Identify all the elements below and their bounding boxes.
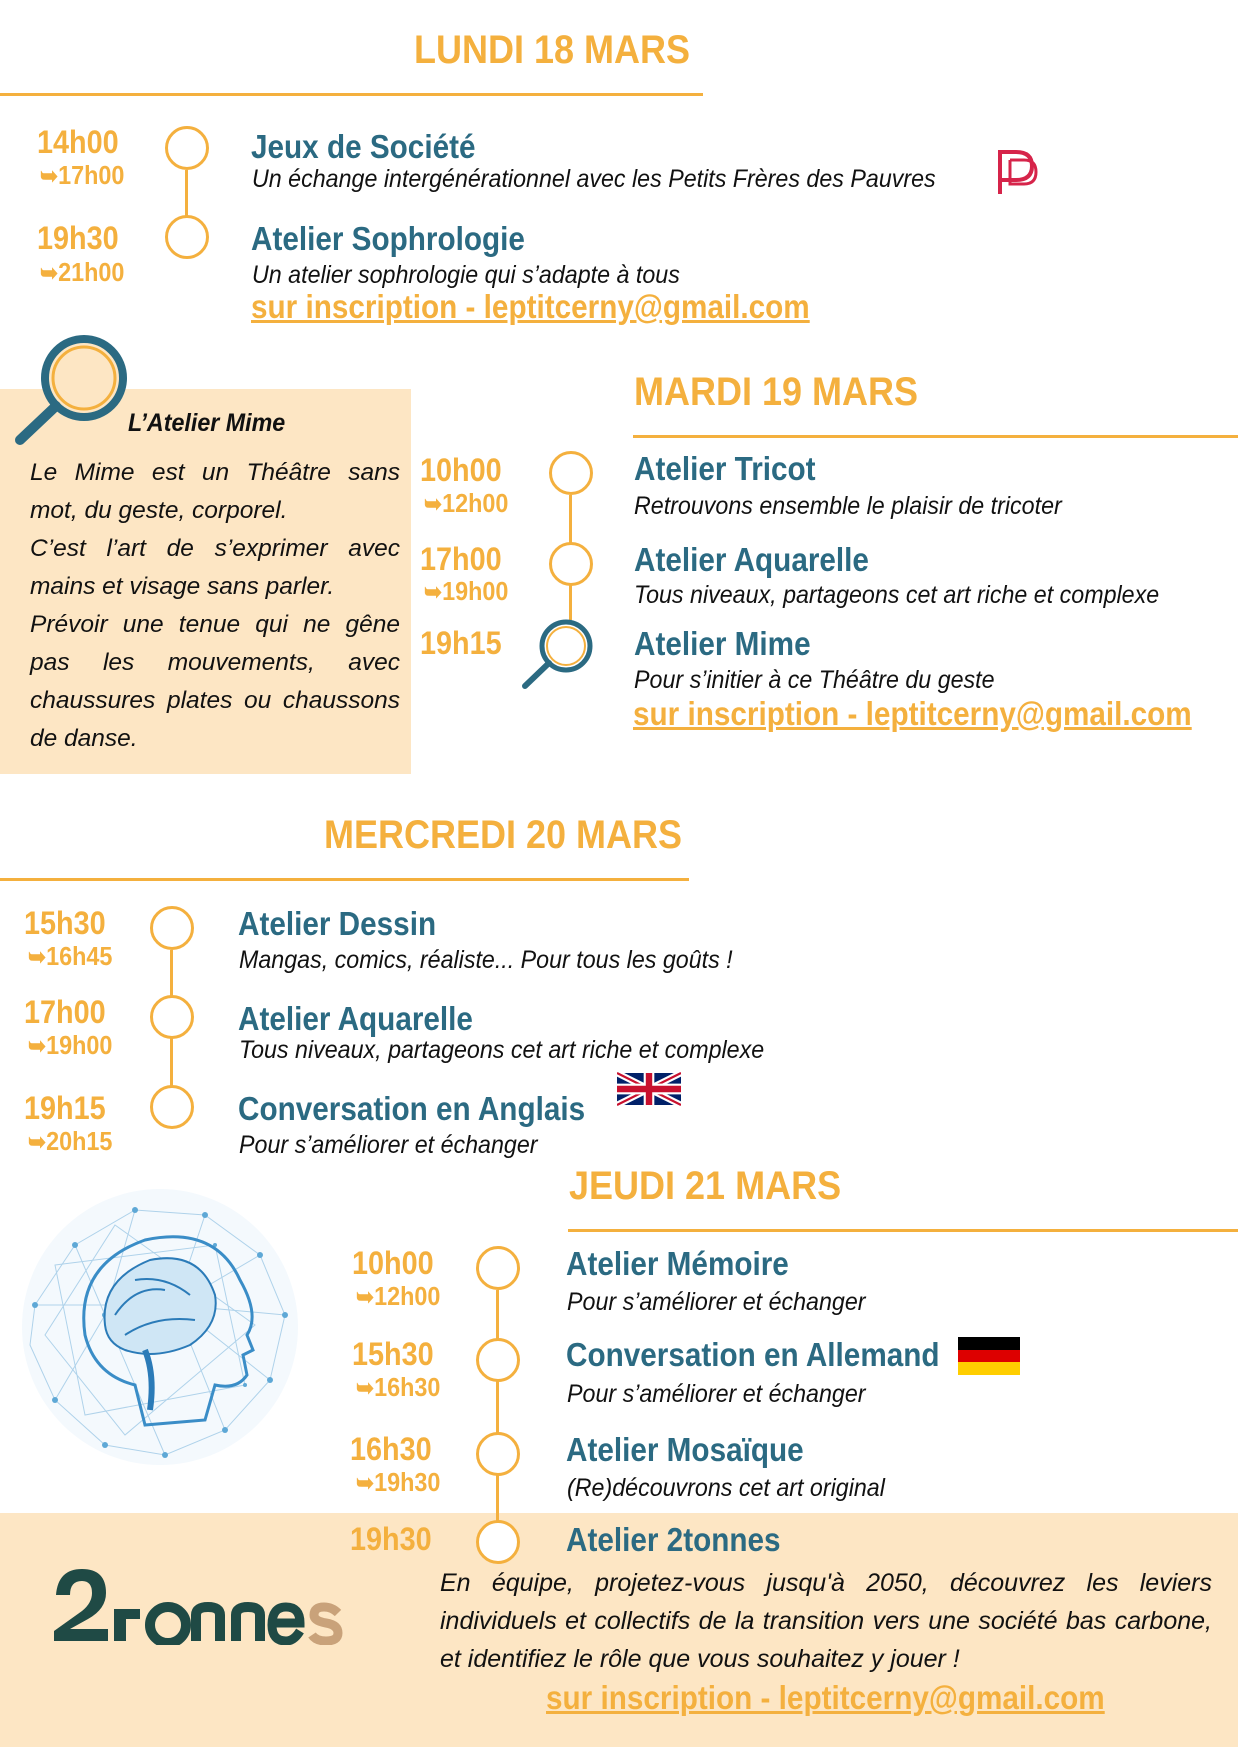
- end-time: ➥19h00: [424, 576, 509, 606]
- registration-link[interactable]: sur inscription - leptitcerny@gmail.com: [546, 1679, 1105, 1716]
- uk-flag-icon: [617, 1071, 681, 1107]
- event-title: Conversation en Allemand: [566, 1336, 940, 1373]
- event-title: Jeux de Société: [251, 128, 476, 165]
- magnifier-icon: [516, 615, 598, 692]
- event-title: Atelier Sophrologie: [251, 220, 525, 257]
- divider-thursday: [568, 1229, 1238, 1232]
- registration-link[interactable]: sur inscription - leptitcerny@gmail.com: [633, 695, 1192, 732]
- divider-monday: [0, 93, 703, 96]
- timeline-circle: [549, 451, 593, 495]
- event-title: Atelier Mosaïque: [566, 1431, 804, 1468]
- event-description: Mangas, comics, réaliste... Pour tous les goûts !: [239, 946, 733, 974]
- day-heading-tuesday: MARDI 19 MARS: [634, 370, 919, 414]
- event-description: Pour s’initier à ce Théâtre du geste: [634, 666, 995, 694]
- day-heading-thursday: JEUDI 21 MARS: [569, 1164, 842, 1208]
- event-description: (Re)découvrons cet art original: [567, 1474, 885, 1502]
- event-description: Un échange intergénérationnel avec les Petits Frères des Pauvres: [252, 165, 936, 193]
- event-description: Pour s’améliorer et échanger: [239, 1131, 538, 1159]
- end-time: ➥20h15: [28, 1126, 113, 1156]
- event-description: Pour s’améliorer et échanger: [567, 1380, 866, 1408]
- event-description: Pour s’améliorer et échanger: [567, 1288, 866, 1316]
- arrow-icon: ➥: [28, 944, 47, 971]
- arrow-icon: ➥: [28, 1129, 47, 1156]
- timeline-circle: [476, 1520, 520, 1564]
- day-heading-wednesday: MERCREDI 20 MARS: [324, 813, 683, 857]
- timeline-line: [496, 1290, 499, 1540]
- event-title: Conversation en Anglais: [238, 1090, 586, 1127]
- end-time: ➥19h00: [28, 1030, 113, 1060]
- registration-link[interactable]: sur inscription - leptitcerny@gmail.com: [251, 288, 810, 325]
- event-description: Un atelier sophrologie qui s’adapte à tous: [252, 261, 680, 289]
- arrow-icon: ➥: [356, 1375, 375, 1402]
- start-time: 16h30: [350, 1431, 432, 1467]
- start-time: 14h00: [37, 124, 119, 160]
- end-time: ➥19h30: [356, 1467, 441, 1497]
- start-time: 15h30: [352, 1336, 434, 1372]
- timeline-circle: [476, 1246, 520, 1290]
- arrow-icon: ➥: [40, 260, 59, 287]
- mime-box-title: L’Atelier Mime: [128, 409, 286, 437]
- end-time: ➥16h45: [28, 941, 113, 971]
- end-time: ➥12h00: [356, 1281, 441, 1311]
- arrow-icon: ➥: [424, 491, 443, 518]
- event-title: Atelier Aquarelle: [634, 541, 869, 578]
- brain-illustration-icon: [15, 1185, 305, 1470]
- end-time: ➥17h00: [40, 160, 125, 190]
- event-description: Tous niveaux, partageons cet art riche et complexe: [634, 581, 1160, 609]
- event-title: Atelier Dessin: [238, 905, 437, 942]
- arrow-icon: ➥: [356, 1470, 375, 1497]
- start-time: 17h00: [420, 541, 502, 577]
- event-title: Atelier Mime: [634, 625, 811, 662]
- timeline-circle: [150, 906, 194, 950]
- start-time: 15h30: [24, 905, 106, 941]
- start-time: 10h00: [352, 1245, 434, 1281]
- start-time: 19h15: [420, 625, 502, 661]
- timeline-circle: [165, 215, 209, 259]
- 2tonnes-logo-icon: [50, 1565, 380, 1645]
- mime-box-line: Prévoir une tenue qui ne gêne pas les mouvements, avec chaussures plates ou chaussons de danse.: [30, 611, 400, 752]
- petits-freres-logo-icon: [996, 148, 1040, 198]
- germany-flag-icon: [958, 1337, 1020, 1375]
- timeline-circle: [165, 126, 209, 170]
- day-heading-monday: LUNDI 18 MARS: [414, 28, 691, 72]
- arrow-icon: ➥: [356, 1284, 375, 1311]
- start-time: 10h00: [420, 452, 502, 488]
- arrow-icon: ➥: [424, 579, 443, 606]
- event-description: Retrouvons ensemble le plaisir de tricoter: [634, 492, 1062, 520]
- event-title: Atelier Mémoire: [566, 1245, 789, 1282]
- timeline-circle: [150, 1085, 194, 1129]
- event-title: Atelier 2tonnes: [566, 1521, 781, 1558]
- start-time: 19h15: [24, 1090, 106, 1126]
- mime-box-text: [30, 454, 400, 758]
- end-time: ➥16h30: [356, 1372, 441, 1402]
- arrow-icon: ➥: [40, 163, 59, 190]
- start-time: 19h30: [350, 1521, 432, 1557]
- event-title: Atelier Aquarelle: [238, 1000, 473, 1037]
- mime-box-line: Le Mime est un Théâtre sans mot, du geste, corporel.: [30, 459, 400, 524]
- timeline-circle: [549, 542, 593, 586]
- divider-tuesday: [633, 435, 1238, 438]
- timeline-circle: [150, 995, 194, 1039]
- 2tonnes-logo: [50, 1565, 380, 1645]
- event-description: Tous niveaux, partageons cet art riche et complexe: [239, 1036, 765, 1064]
- 2tonnes-description: En équipe, projetez-vous jusqu'à 2050, découvrez les leviers individuels et collectifs de la transition vers une société bas carbone, et identifiez le rôle que vous souhaitez y jouer !: [440, 1569, 1212, 1673]
- timeline-circle: [476, 1338, 520, 1382]
- start-time: 19h30: [37, 220, 119, 256]
- magnifier-icon: [8, 330, 133, 448]
- start-time: 17h00: [24, 994, 106, 1030]
- mime-box-line: C’est l’art de s’exprimer avec mains et visage sans parler.: [30, 535, 400, 600]
- end-time: ➥21h00: [40, 257, 125, 287]
- arrow-icon: ➥: [28, 1033, 47, 1060]
- divider-wednesday: [0, 878, 689, 881]
- event-title: Atelier Tricot: [634, 450, 816, 487]
- end-time: ➥12h00: [424, 488, 509, 518]
- timeline-circle: [476, 1432, 520, 1476]
